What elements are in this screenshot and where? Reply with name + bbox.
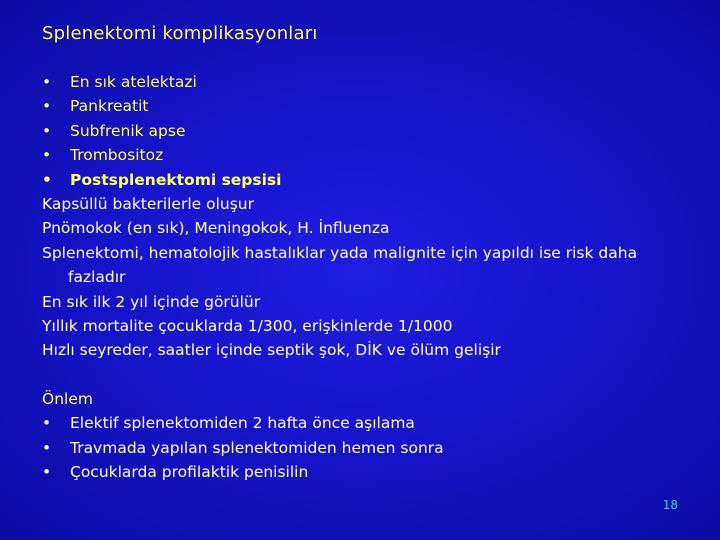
complication-item: • En sık atelektazi xyxy=(42,70,692,94)
slide-title: Splenektomi komplikasyonları xyxy=(42,23,318,44)
detail-line: Pnömokok (en sık), Meningokok, H. İnfluenza xyxy=(42,219,390,238)
spacer xyxy=(42,363,692,387)
detail-line: En sık ilk 2 yıl içinde görülür xyxy=(42,292,261,311)
complication-item-sepsis: • Postsplenektomi sepsisi xyxy=(42,168,692,192)
slide-content xyxy=(42,70,692,485)
detail-line: Yıllık mortalite çocuklarda 1/300, erişkinlerde 1/1000 xyxy=(42,317,453,336)
complication-item: • Pankreatit xyxy=(42,94,692,118)
complication-item: • Trombositoz xyxy=(42,143,692,167)
prevention-item: • Travmada yapılan splenektomiden hemen sonra xyxy=(42,436,692,460)
prevention-list xyxy=(42,411,692,484)
page-number: 18 xyxy=(662,498,678,512)
prevention-title: Önlem xyxy=(42,389,93,408)
complications-list xyxy=(42,70,692,192)
detail-line: Hızlı seyreder, saatler içinde septik şok, DİK ve ölüm gelişir xyxy=(42,341,501,360)
detail-line: Kapsüllü bakterilerle oluşur xyxy=(42,195,254,214)
detail-line: Splenektomi, hematolojik hastalıklar yada malignite için yapıldı ise risk daha fazladır xyxy=(42,243,638,287)
prevention-item: • Elektif splenektomiden 2 hafta önce aşılama xyxy=(42,411,692,435)
prevention-item: • Çocuklarda profilaktik penisilin xyxy=(42,460,692,484)
complication-item: • Subfrenik apse xyxy=(42,119,692,143)
